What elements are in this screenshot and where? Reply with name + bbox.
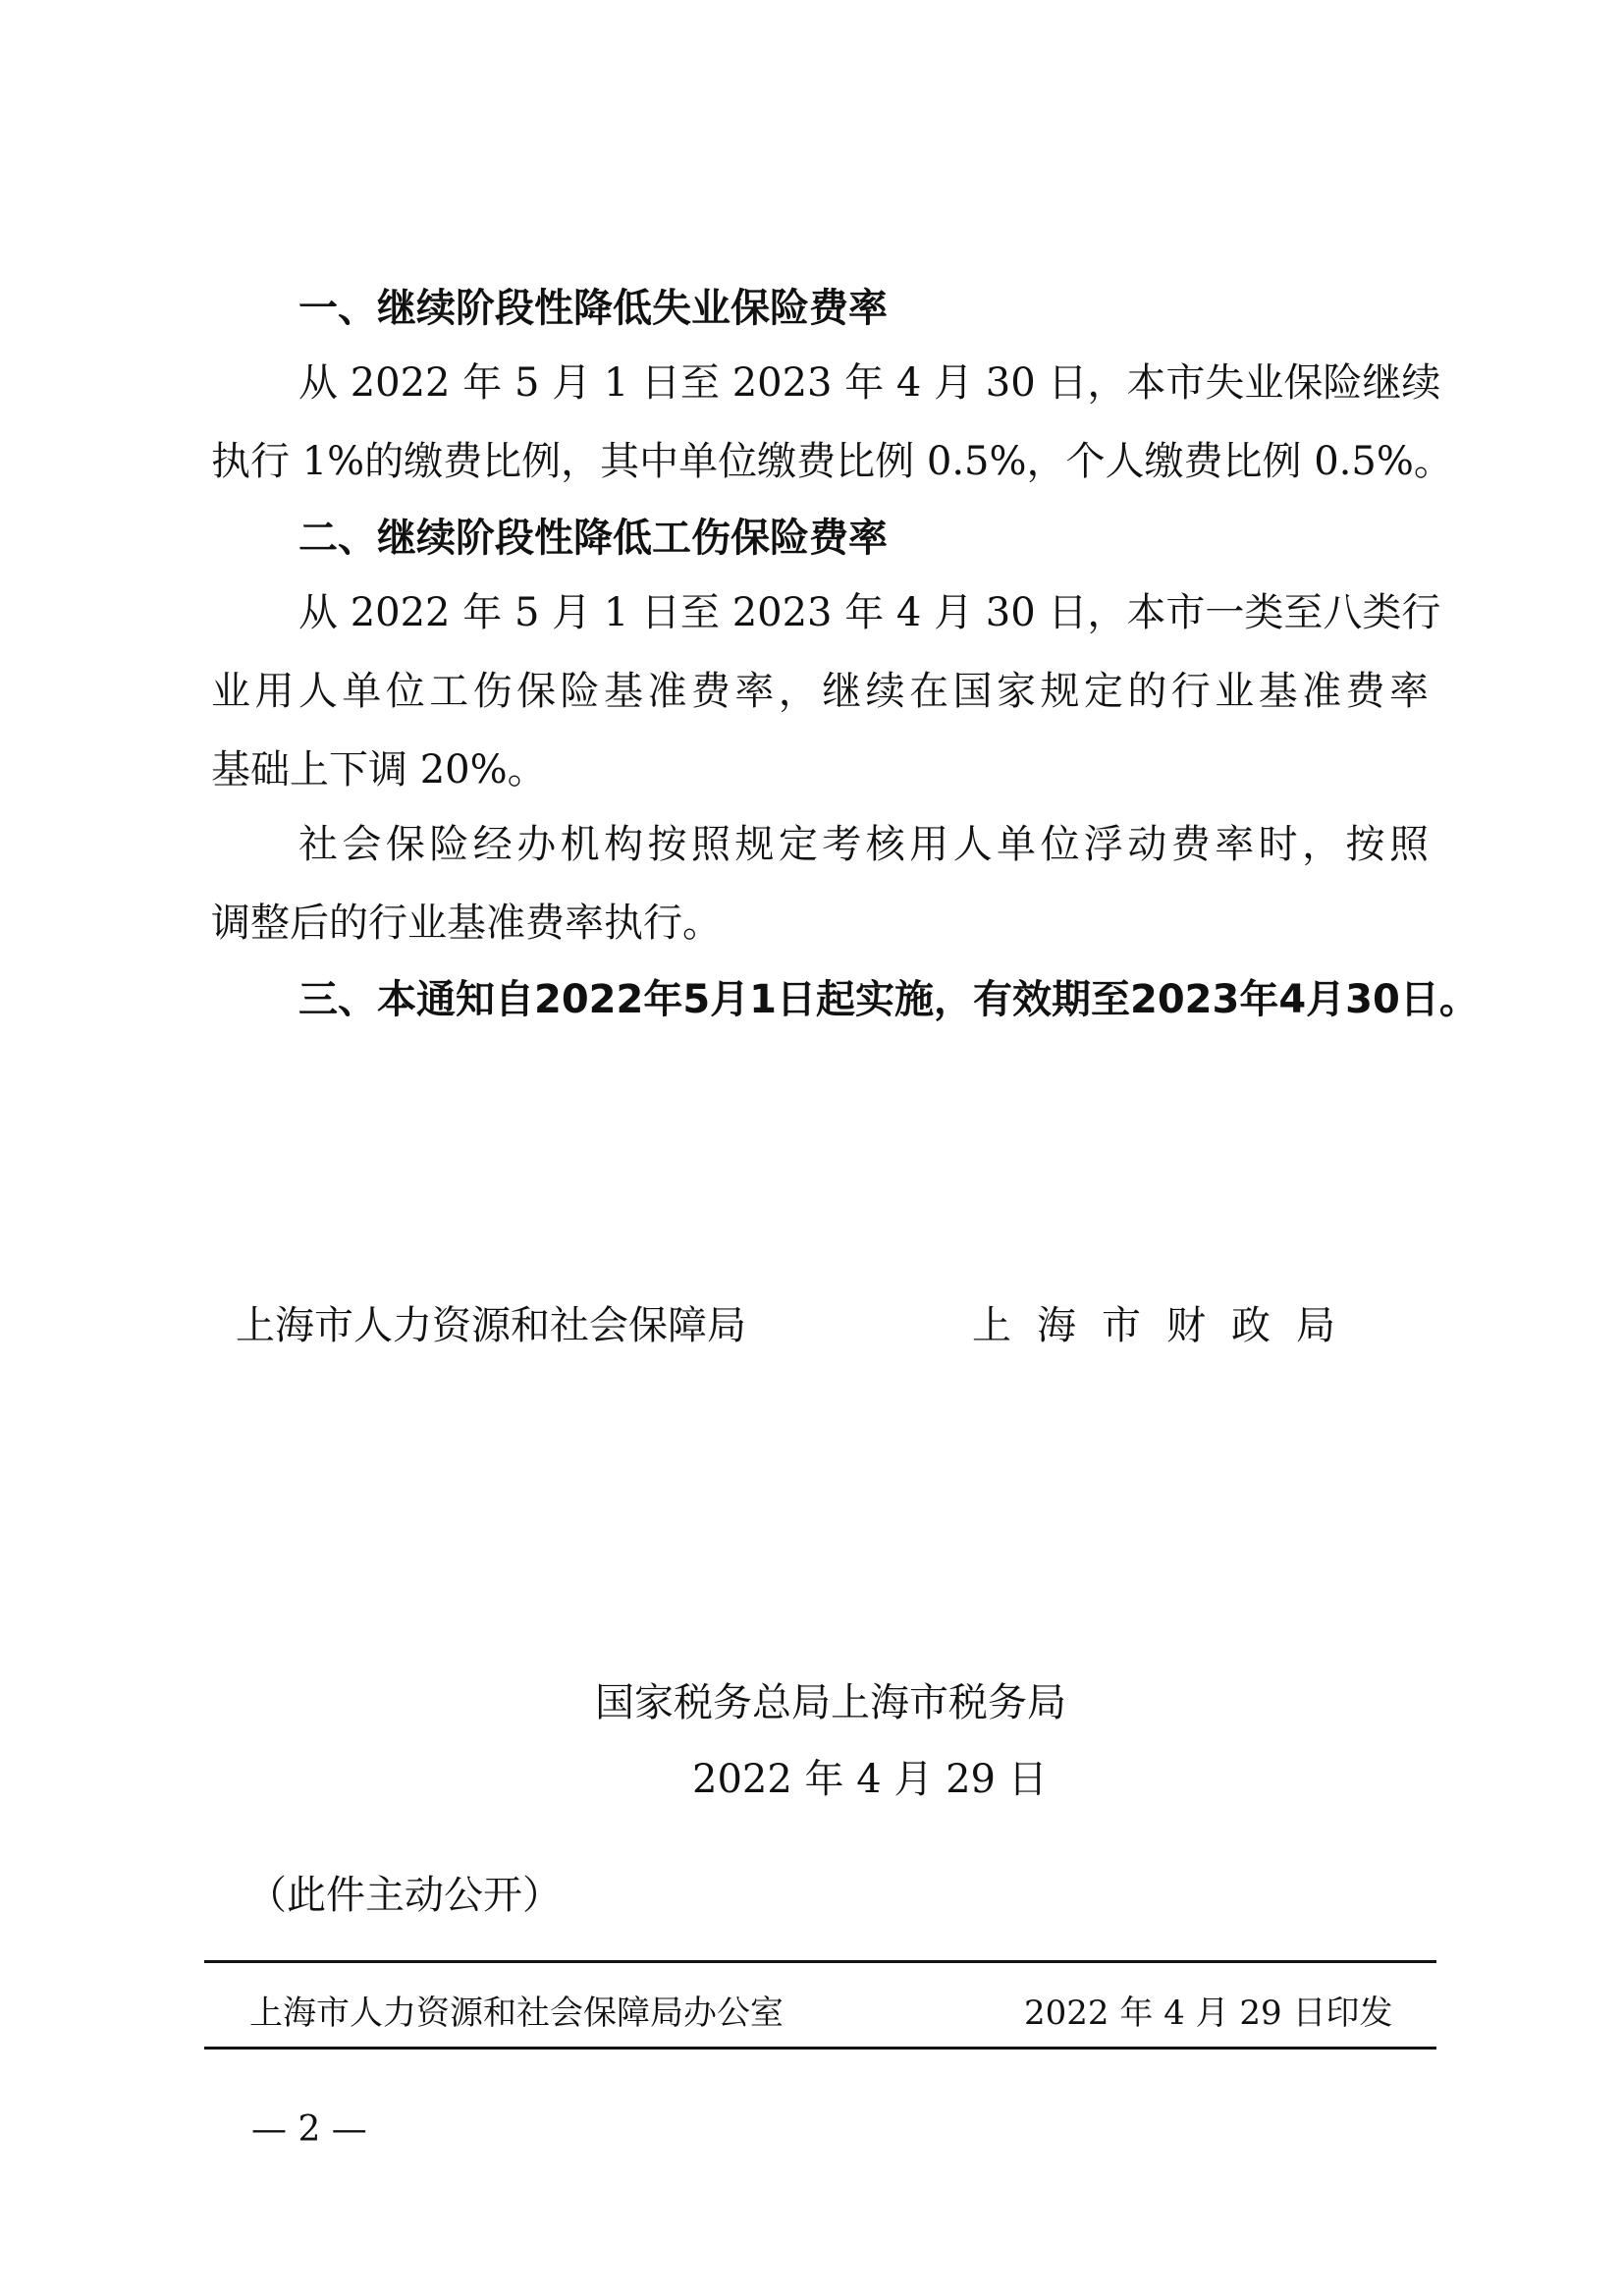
section2-heading: 二、继续阶段性降低工伤保险费率 <box>298 516 888 561</box>
footer-top-rule <box>204 1960 1436 1963</box>
section2-line2 <box>211 660 1429 716</box>
section2-line3: 基础上下调 20%。 <box>211 747 547 793</box>
disclosure-note: （此件主动公开） <box>247 1873 562 1918</box>
footer-issuer: 上海市人力资源和社会保障局办公室 <box>249 1994 784 2033</box>
signature-tax-bureau: 国家税务总局上海市税务局 <box>595 1680 1066 1725</box>
section2-line1-text: 从 2022 年 5 月 1 日至 2023 年 4 月 30 日，本市一类至八类行 <box>298 590 1441 635</box>
signature-date: 2022 年 4 月 29 日 <box>692 1757 1048 1802</box>
section2-line2-text: 业用人单位工伤保险基准费率，继续在国家规定的行业基准费率 <box>211 669 1429 714</box>
section1-heading: 一、继续阶段性降低失业保险费率 <box>298 286 888 331</box>
section1-line2-text: 执行 1%的缴费比例，其中单位缴费比例 0.5%，个人缴费比例 0.5%。 <box>211 439 1453 484</box>
section2-note-line2: 调整后的行业基准费率执行。 <box>211 901 722 946</box>
section2-note-line1-text: 社会保险经办机构按照规定考核用人单位浮动费率时，按照 <box>298 822 1429 867</box>
section1-line1-text: 从 2022 年 5 月 1 日至 2023 年 4 月 30 日，本市失业保险继续 <box>298 360 1441 406</box>
section2-note-line1 <box>298 813 1429 869</box>
footer-bottom-rule <box>204 2047 1436 2050</box>
signature-finance-bureau: 上海市财政局 <box>972 1303 1361 1348</box>
section2-line1 <box>298 581 1441 637</box>
signature-hr-bureau: 上海市人力资源和社会保障局 <box>236 1303 746 1348</box>
section1-line1 <box>298 352 1441 408</box>
section1-line2 <box>211 430 1453 486</box>
footer-issue-date: 2022 年 4 月 29 日印发 <box>1024 1994 1393 2033</box>
section3-heading: 三、本通知自2022年5月1日起实施，有效期至2023年4月30日。 <box>298 977 1479 1022</box>
page-number: — 2 — <box>251 2109 367 2150</box>
